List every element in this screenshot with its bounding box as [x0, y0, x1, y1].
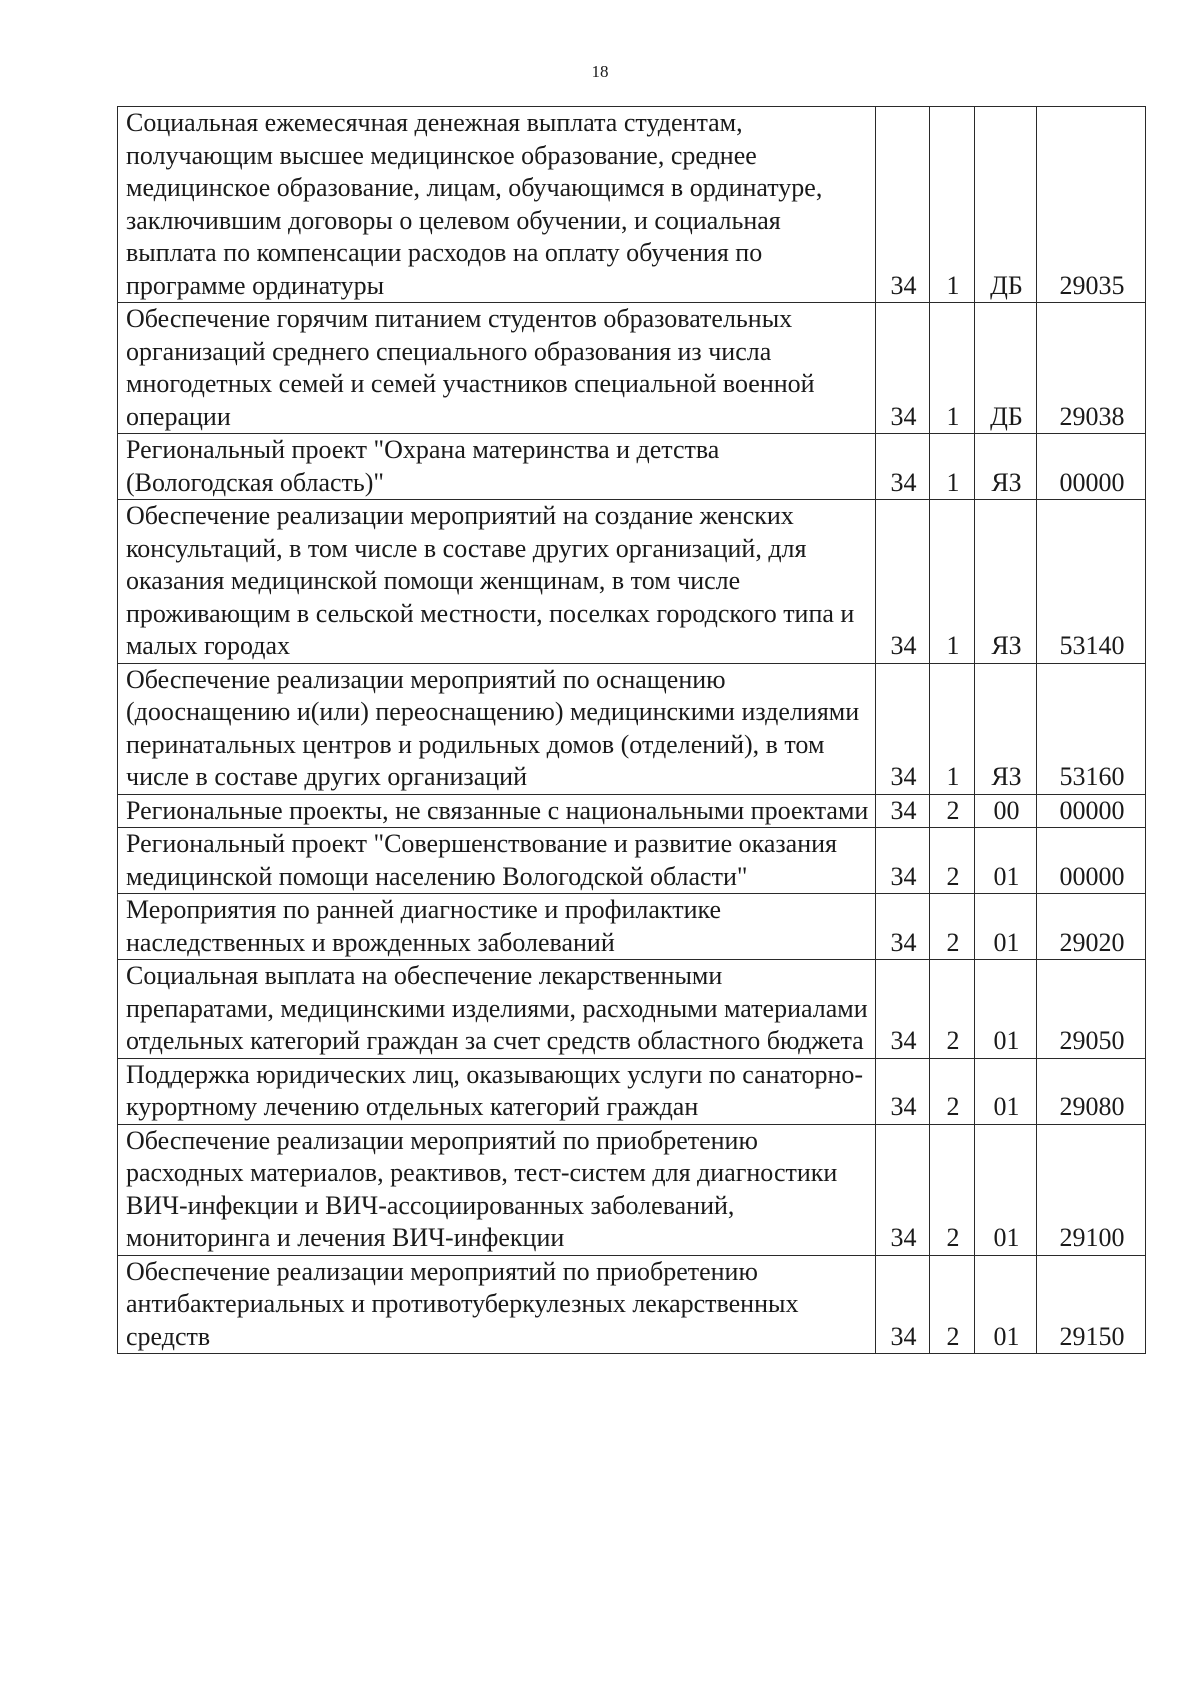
code-expense: 29150 — [1037, 1255, 1146, 1354]
table-row — [118, 960, 1146, 1059]
row-description: Обеспечение реализации мероприятий на создание женских консультаций, в том числе в составе других организаций, для оказания медицинской помощи женщинам, в том числе проживающим в сельской местности, поселках городского типа и малых городах — [118, 500, 876, 664]
code-expense: 00000 — [1037, 794, 1146, 828]
code-type: 2 — [930, 1255, 975, 1354]
code-project: ЯЗ — [975, 500, 1037, 664]
code-type: 2 — [930, 828, 975, 894]
budget-classification-table — [117, 106, 1146, 1354]
code-expense: 53160 — [1037, 663, 1146, 794]
table-row — [118, 107, 1146, 303]
row-description: Обеспечение реализации мероприятий по приобретению расходных материалов, реактивов, тест-систем для диагностики ВИЧ-инфекции и ВИЧ-ассоциированных заболеваний, мониторинга и лечения ВИЧ-инфекции — [118, 1124, 876, 1255]
code-section: 34 — [876, 303, 930, 434]
table-row — [118, 1058, 1146, 1124]
code-project: 01 — [975, 828, 1037, 894]
row-description: Обеспечение реализации мероприятий по приобретению антибактериальных и противотуберкулезных лекарственных средств — [118, 1255, 876, 1354]
code-type: 1 — [930, 500, 975, 664]
code-project: ЯЗ — [975, 663, 1037, 794]
table-row — [118, 828, 1146, 894]
code-project: 00 — [975, 794, 1037, 828]
code-project: 01 — [975, 894, 1037, 960]
table-row — [118, 434, 1146, 500]
row-description: Региональный проект "Охрана материнства и детства (Вологодская область)" — [118, 434, 876, 500]
row-description: Региональный проект "Совершенствование и развитие оказания медицинской помощи населению Вологодской области" — [118, 828, 876, 894]
code-project: 01 — [975, 1255, 1037, 1354]
row-description: Социальная выплата на обеспечение лекарственными препаратами, медицинскими изделиями, расходными материалами отдельных категорий граждан за счет средств областного бюджета — [118, 960, 876, 1059]
row-description: Поддержка юридических лиц, оказывающих услуги по санаторно-курортному лечению отдельных категорий граждан — [118, 1058, 876, 1124]
table-row — [118, 794, 1146, 828]
code-expense: 00000 — [1037, 434, 1146, 500]
table-row — [118, 500, 1146, 664]
table-row — [118, 1124, 1146, 1255]
row-description: Региональные проекты, не связанные с национальными проектами — [118, 794, 876, 828]
code-type: 1 — [930, 107, 975, 303]
code-project: 01 — [975, 1124, 1037, 1255]
code-type: 2 — [930, 1124, 975, 1255]
code-type: 1 — [930, 303, 975, 434]
code-type: 2 — [930, 960, 975, 1059]
code-section: 34 — [876, 107, 930, 303]
code-expense: 00000 — [1037, 828, 1146, 894]
code-type: 2 — [930, 894, 975, 960]
code-section: 34 — [876, 794, 930, 828]
row-description: Обеспечение реализации мероприятий по оснащению (дооснащению и(или) переоснащению) медицинскими изделиями перинатальных центров и родильных домов (отделений), в том числе в составе других организаций — [118, 663, 876, 794]
table-row — [118, 1255, 1146, 1354]
code-project: ЯЗ — [975, 434, 1037, 500]
code-project: ДБ — [975, 107, 1037, 303]
code-section: 34 — [876, 828, 930, 894]
code-expense: 29050 — [1037, 960, 1146, 1059]
page-number: 18 — [591, 62, 609, 81]
code-expense: 29038 — [1037, 303, 1146, 434]
code-project: 01 — [975, 960, 1037, 1059]
code-type: 1 — [930, 434, 975, 500]
code-type: 2 — [930, 794, 975, 828]
code-section: 34 — [876, 1058, 930, 1124]
code-expense: 29020 — [1037, 894, 1146, 960]
row-description: Обеспечение горячим питанием студентов образовательных организаций среднего специального образования из числа многодетных семей и семей участников специальной военной операции — [118, 303, 876, 434]
code-type: 2 — [930, 1058, 975, 1124]
code-section: 34 — [876, 960, 930, 1059]
table-row — [118, 663, 1146, 794]
code-expense: 29080 — [1037, 1058, 1146, 1124]
code-section: 34 — [876, 1255, 930, 1354]
code-section: 34 — [876, 500, 930, 664]
code-section: 34 — [876, 1124, 930, 1255]
table-row — [118, 303, 1146, 434]
code-project: 01 — [975, 1058, 1037, 1124]
table-row — [118, 894, 1146, 960]
code-expense: 29100 — [1037, 1124, 1146, 1255]
code-section: 34 — [876, 434, 930, 500]
code-section: 34 — [876, 663, 930, 794]
row-description: Мероприятия по ранней диагностике и профилактике наследственных и врожденных заболеваний — [118, 894, 876, 960]
table-body — [118, 107, 1146, 1354]
code-expense: 53140 — [1037, 500, 1146, 664]
code-project: ДБ — [975, 303, 1037, 434]
row-description: Социальная ежемесячная денежная выплата студентам, получающим высшее медицинское образование, среднее медицинское образование, лицам, обучающимся в ординатуре, заключившим договоры о целевом обучении, и социальная выплата по компенсации расходов на оплату обучения по программе ординатуры — [118, 107, 876, 303]
code-type: 1 — [930, 663, 975, 794]
code-expense: 29035 — [1037, 107, 1146, 303]
code-section: 34 — [876, 894, 930, 960]
